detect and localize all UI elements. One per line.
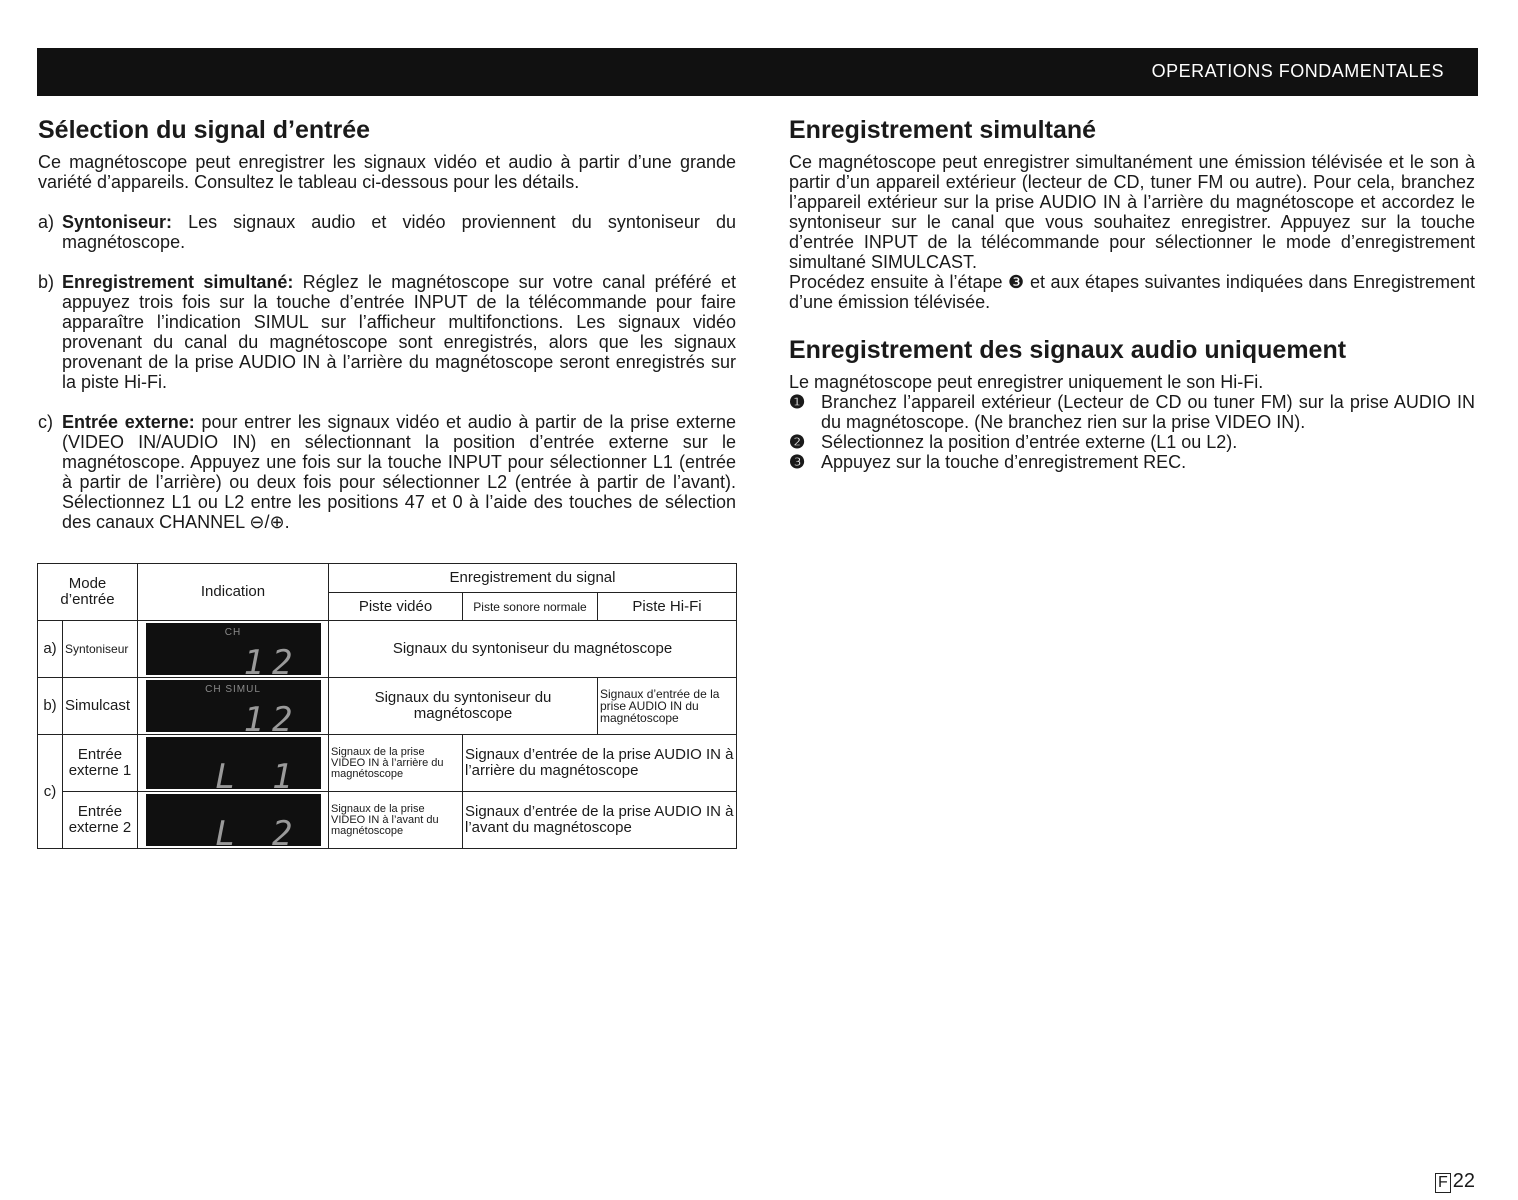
row-tag: b) bbox=[38, 678, 63, 735]
head-hifi-track: Piste Hi-Fi bbox=[598, 593, 737, 621]
head-record: Enregistrement du signal bbox=[329, 564, 737, 593]
left-intro: Ce magnétoscope peut enregistrer les signaux vidéo et audio à partir d’une grande variété d’appareils. Consultez le tableau ci-dessous pour les détails. bbox=[38, 152, 736, 192]
lcd-digits: 12 bbox=[243, 700, 301, 732]
table-row bbox=[38, 621, 737, 678]
header-bar bbox=[37, 48, 1478, 96]
item-term: Entrée externe: bbox=[62, 412, 195, 432]
left-column bbox=[38, 112, 736, 532]
step-item bbox=[789, 432, 1475, 452]
language-badge: F bbox=[1435, 1173, 1451, 1193]
table-row bbox=[38, 792, 737, 849]
step-item bbox=[789, 452, 1475, 472]
page-number-value: 22 bbox=[1452, 1170, 1476, 1192]
row-signal: Signaux du syntoniseur du magnétoscope bbox=[329, 621, 737, 678]
head-indication: Indication bbox=[138, 564, 329, 621]
table-row bbox=[38, 735, 737, 792]
section-title-simulcast: Enregistrement simultané bbox=[789, 116, 1097, 144]
list-item-simulcast bbox=[38, 272, 736, 392]
row-hifi: Signaux d’entrée de la prise AUDIO IN du magnétoscope bbox=[598, 678, 737, 735]
lcd-indicator: CH bbox=[224, 627, 242, 638]
list-item-external bbox=[38, 412, 736, 532]
row-signal: Signaux du syntoniseur du magnétoscope bbox=[329, 678, 598, 735]
step-item bbox=[789, 392, 1475, 432]
item-text: Les signaux audio et vidéo proviennent du syntoniseur du magnétoscope. bbox=[62, 212, 736, 252]
signal-table bbox=[37, 563, 737, 849]
lcd-display bbox=[138, 621, 329, 678]
item-term: Syntoniseur: bbox=[62, 212, 173, 232]
head-normal-track: Piste sonore normale bbox=[463, 593, 598, 621]
simulcast-next-step: Procédez ensuite à l’étape ❸ et aux étapes suivantes indiquées dans Enregistrement d’une émission télévisée. bbox=[789, 272, 1475, 312]
lcd-display bbox=[138, 792, 329, 849]
head-video-track: Piste vidéo bbox=[329, 593, 463, 621]
section-title-audio-only: Enregistrement des signaux audio uniquement bbox=[789, 336, 1347, 364]
section-title-input-selection: Sélection du signal d’entrée bbox=[38, 116, 371, 144]
step-text: Branchez l’appareil extérieur (Lecteur de CD ou tuner FM) sur la prise AUDIO IN du magnétoscope. (Ne branchez rien sur la prise VIDEO IN). bbox=[821, 392, 1475, 432]
audio-intro: Le magnétoscope peut enregistrer uniquement le son Hi-Fi. bbox=[789, 372, 1264, 392]
step-number: ❸ bbox=[789, 452, 806, 472]
row-audio: Signaux d’entrée de la prise AUDIO IN à l’avant du magnétoscope bbox=[463, 792, 737, 849]
row-audio: Signaux d’entrée de la prise AUDIO IN à l’arrière du magnétoscope bbox=[463, 735, 737, 792]
row-mode: Syntoniseur bbox=[63, 621, 138, 678]
step-text: Appuyez sur la touche d’enregistrement REC. bbox=[821, 452, 1187, 472]
step-number: ❶ bbox=[789, 392, 806, 412]
item-text: Réglez le magnétoscope sur votre canal préféré et appuyez trois fois sur la touche d’entrée INPUT de la télécommande pour faire apparaître l’indication SIMUL sur l’afficheur multifonctions. Les signaux vidéo provenant du canal du magnétoscope sont enregistrés, alors que les signaux provenant de la prise AUDIO IN à l’arrière du magnétoscope seront enregistrés sur la piste Hi-Fi. bbox=[62, 272, 736, 392]
page-number bbox=[1435, 1170, 1475, 1193]
simulcast-paragraph: Ce magnétoscope peut enregistrer simultanément une émission télévisée et le son à partir d’un appareil extérieur (lecteur de CD, tuner FM ou autre). Pour cela, branchez l’appareil extérieur sur la prise AUDIO IN à l’arrière du magnétoscope et accordez le syntoniseur sur le canal que vous souhaitez enregistrer. Appuyez sur la touche d’entrée INPUT de la télécommande pour sélectionner le mode d’enregistrement simultané SIMULCAST. bbox=[789, 152, 1475, 272]
head-mode: Mode d’entrée bbox=[38, 564, 138, 621]
lcd-indicator: CH SIMUL bbox=[205, 684, 261, 695]
row-tag: c) bbox=[38, 735, 63, 849]
item-tag: b) bbox=[38, 272, 55, 292]
item-tag: c) bbox=[38, 412, 53, 432]
row-video: Signaux de la prise VIDEO IN à l’avant du magnétoscope bbox=[329, 792, 463, 849]
lcd-digits: L 2 bbox=[215, 814, 301, 846]
row-tag: a) bbox=[38, 621, 63, 678]
list-item-tuner bbox=[38, 212, 736, 252]
lcd-display bbox=[138, 735, 329, 792]
lcd-digits: L 1 bbox=[215, 757, 301, 789]
step-number: ❷ bbox=[789, 432, 806, 452]
row-mode: Entrée externe 2 bbox=[63, 792, 138, 849]
row-mode: Entrée externe 1 bbox=[63, 735, 138, 792]
lcd-digits: 12 bbox=[243, 643, 301, 675]
row-video: Signaux de la prise VIDEO IN à l’arrière du magnétoscope bbox=[329, 735, 463, 792]
item-tag: a) bbox=[38, 212, 55, 232]
header-title: OPERATIONS FONDAMENTALES bbox=[1151, 61, 1444, 81]
item-term: Enregistrement simultané: bbox=[62, 272, 294, 292]
item-text: pour entrer les signaux vidéo et audio à partir de la prise externe (VIDEO IN/AUDIO IN) en sélectionnant la position d’entrée externe sur le magnétoscope. Appuyez une fois sur la touche INPUT pour sélectionner L1 (entrée à partir de l’arrière) ou deux fois pour sélectionner L2 (entrée à partir de l’avant). Sélectionnez L1 ou L2 entre les positions 47 et 0 à l’aide des touches de sélection des canaux CHANNEL ⊖/⊕. bbox=[62, 412, 736, 532]
step-text: Sélectionnez la position d’entrée externe (L1 ou L2). bbox=[821, 432, 1238, 452]
table-row bbox=[38, 678, 737, 735]
lcd-display bbox=[138, 678, 329, 735]
right-column bbox=[789, 112, 1475, 472]
row-mode: Simulcast bbox=[63, 678, 138, 735]
